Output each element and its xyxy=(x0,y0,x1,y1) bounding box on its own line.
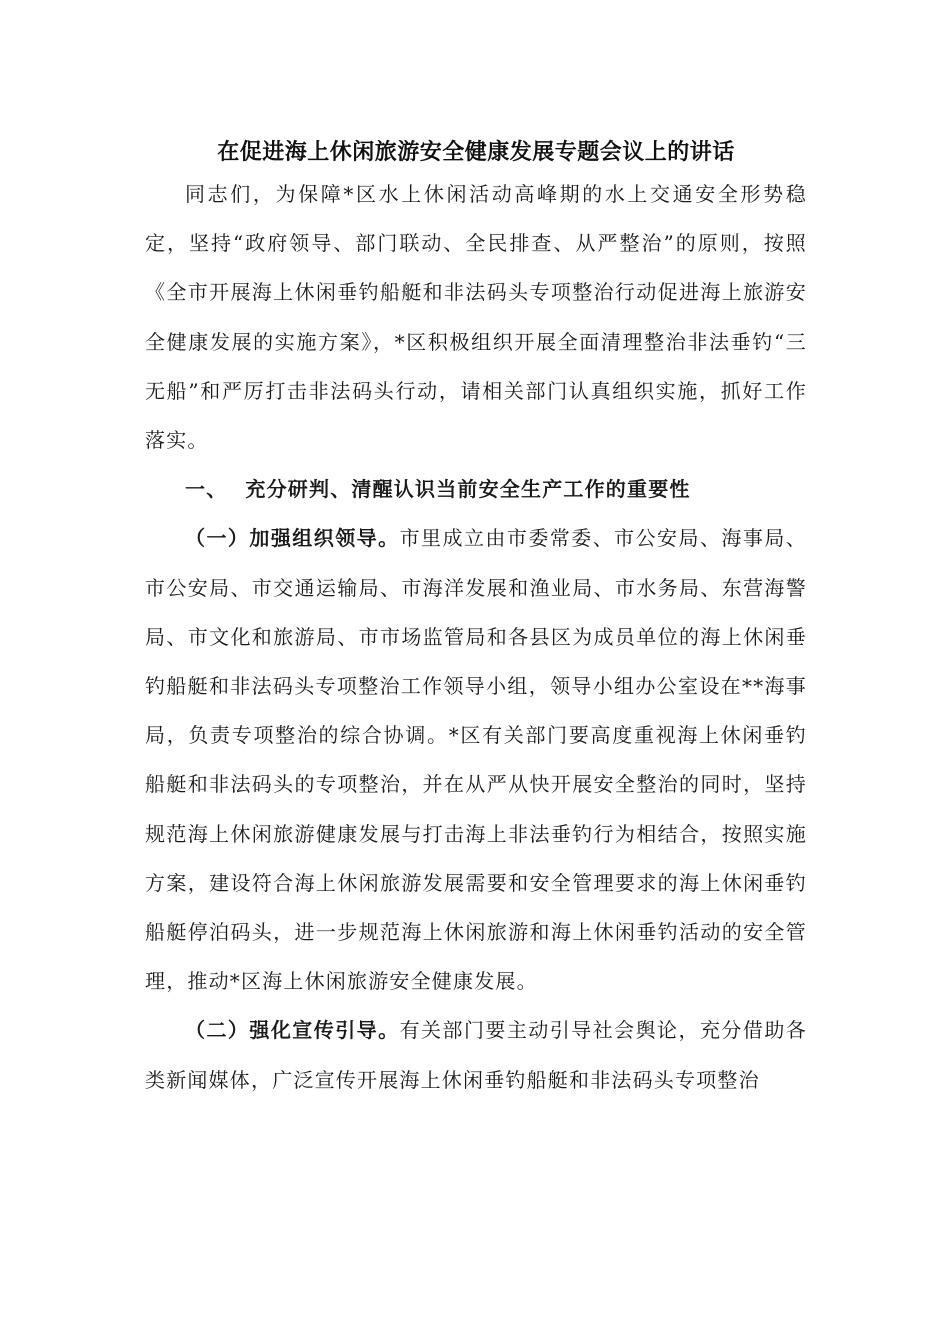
section-heading-1 xyxy=(145,465,807,514)
intro-paragraph: 同志们，为保障*区水上休闲活动高峰期的水上交通安全形势稳定，坚持“政府领导、部门联动、全民排查、从严整治”的原则，按照《全市开展海上休闲垂钓船艇和非法码头专项整治行动促进海上旅游安全健康发展的实施方案》，*区积极组织开展全面清理整治非法垂钓“三无船”和严厉打击非法码头行动，请相关部门认真组织实施，抓好工作落实。 xyxy=(145,182,807,453)
section-number: 一、 xyxy=(185,477,228,502)
item-lead-2: （二）强化宣传引导。 xyxy=(185,1018,400,1043)
item-lead-1: （一）加强组织领导。 xyxy=(185,526,400,551)
item-body-1: 市里成立由市委常委、市公安局、海事局、市公安局、市交通运输局、市海洋发展和渔业局、市水务局、东营海警局、市文化和旅游局、市市场监管局和各县区为成员单位的海上休闲垂钓船艇和非法码头专项整治工作领导小组，领导小组办公室设在**海事局，负责专项整治的综合协调。*区有关部门要高度重视海上休闲垂钓船艇和非法码头的专项整治，并在从严从快开展安全整治的同时，坚持规范海上休闲旅游健康发展与打击海上非法垂钓行为相结合，按照实施方案，建设符合海上休闲旅游发展需要和安全管理要求的海上休闲垂钓船艇停泊码头，进一步规范海上休闲旅游和海上休闲垂钓活动的安全管理，推动*区海上休闲旅游安全健康发展。 xyxy=(145,526,807,994)
item-paragraph-1 xyxy=(145,514,807,1006)
item-body-2: 有关部门要主动引导社会舆论，充分借助各类新闻媒体，广泛宣传开展海上休闲垂钓船艇和非法码头专项整治 xyxy=(145,1018,807,1092)
section-title: 充分研判、清醒认识当前安全生产工作的重要性 xyxy=(245,477,691,502)
item-paragraph-2 xyxy=(145,1006,807,1104)
document-body xyxy=(145,132,807,1105)
document-title: 在促进海上休闲旅游安全健康发展专题会议上的讲话 xyxy=(217,139,735,165)
